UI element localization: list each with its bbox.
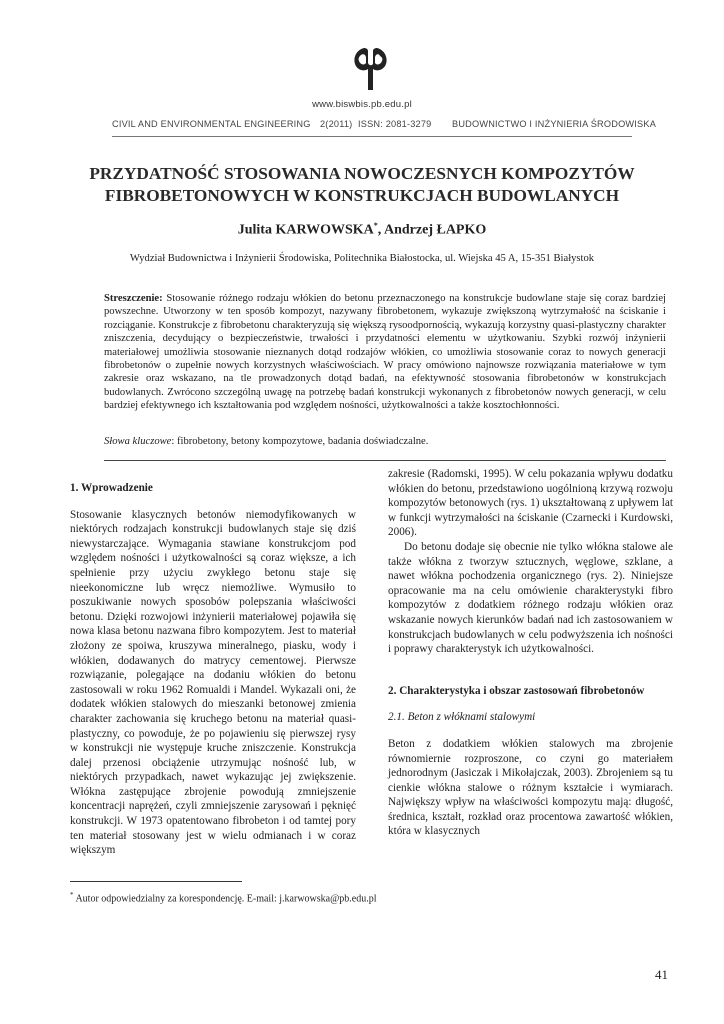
journal-url: www.biswbis.pb.edu.pl <box>312 99 412 110</box>
header-rule <box>112 136 632 137</box>
keywords-label: Słowa kluczowe <box>104 436 172 447</box>
paper-title <box>80 163 644 207</box>
right-column <box>388 467 673 839</box>
author-1: Julita KARWOWSKA <box>237 222 374 238</box>
affiliation: Wydział Budownictwa i Inżynierii Środowiska, Politechnika Białostocka, ul. Wiejska 45 A, 15-351 Białystok <box>129 253 595 264</box>
footnote-mark: * <box>70 891 74 899</box>
title-line-2: FIBROBETONOWYCH W KONSTRUKCJACH BUDOWLANYCH <box>104 186 620 205</box>
section-heading-1: 1. Wprowadzenie <box>70 482 153 494</box>
body-paragraph-1: zakresie (Radomski, 1995). W celu pokazania wpływu dodatku włókien do betonu, przedstawiono uogólnioną krzywą rozwoju kompozytów betonowych (rys. 1) ukształtowaną z upływem lat w funkcji wytrzymałości na ściskanie (Czarnecki i Kurdowski, 2006). <box>388 468 673 539</box>
corresponding-mark: * <box>373 221 378 230</box>
footnote-text: Autor odpowiedzialny za korespondencję. E-mail: j.karwowska@pb.edu.pl <box>73 893 377 905</box>
body-paragraph-3: Beton z dodatkiem włókien stalowych ma zbrojenie równomiernie rozproszone, co czyni go materiałem jednorodnym (Jasiczak i Mikołajczak, 2003). Zbrojeniem są tu cienkie włókna stalowe o różnym kształcie i wymiarach. Największy wpływ na właściwości kompozytu mają: długość, średnica, kształt, rozkład oraz procentowa zawartość włókien, która w klasycznych <box>388 737 673 838</box>
abstract <box>104 292 666 413</box>
keywords <box>104 436 666 447</box>
abstract-text: Stosowanie różnego rodzaju włókien do betonu przeznaczonego na konstrukcje budowlane staje się coraz bardziej powszechne. Utworzony w ten sposób kompozyt, nazywany fibrobetonem, wykazuje zwiększoną wytrzymałość na ściskanie i rozciąganie. Konstrukcje z fibrobetonu charakteryzują się większą rysoodpornością, wykazują korzystny quasi-plastyczny charakter zniszczenia, decydujący o bezpieczeństwie, trwałości i przydatności elementu w użytkowaniu. Szybki rozwój inżynierii materiałowej umożliwia stosowanie nieznanych dotąd rodzajów włókien, co umożliwia stosowanie coraz to nowych generacji fibrobetonów o zupełnie nowych korzystnych właściwościach. W pracy omówiono najnowsze rozwiązania materiałowe w tym zakresie oraz wskazano, na tle prowadzonych dotąd badań, na efektywność stosowania fibrobetonów w konstrukcjach budowlanych. Zwrócono szczególną uwagę na potrzebę badań konstrukcji wykonanych z fibrobetonów nowych generacji, w celu bardziej efektywnego ich kształtowania pod względem nośności, użytkowalności a także kosztochłonności. <box>104 293 666 412</box>
journal-issue: 2(2011) <box>320 119 353 129</box>
title-line-1: PRZYDATNOŚĆ STOSOWANIA NOWOCZESNYCH KOMPOZYTÓW <box>89 164 635 183</box>
journal-issn: ISSN: 2081-3279 <box>358 119 432 129</box>
subsection-heading: 2.1. Beton z włóknami stalowymi <box>388 711 536 724</box>
page-number: 41 <box>655 967 668 982</box>
section-heading-2: 2. Charakterystyka i obszar zastosowań fibrobetonów <box>388 684 645 697</box>
author-2: Andrzej ŁAPKO <box>384 222 487 238</box>
journal-header-bar <box>112 119 657 133</box>
journal-name-pl: BUDOWNICTWO I INŻYNIERIA ŚRODOWISKA <box>452 119 657 129</box>
university-logo <box>342 44 402 96</box>
author-list <box>0 221 724 239</box>
abstract-label: Streszczenie: <box>104 293 163 304</box>
intro-paragraph: Stosowanie klasycznych betonów niemodyfikowanych w niektórych rodzajach konstrukcji budowlanych staje się dziś niewystarczające. Wymagania stawiane konstrukcjom pod względem nośności i użytkowalności są coraz większe, a ich spełnienie przy użyciu zwykłego betonu staje się nieekonomiczne lub wręcz niemożliwe. Wymusiło to poszukiwanie nowych sposobów polepszania właściwości betonu. Dzięki rozwojowi inżynierii materiałowej pojawiła się nowa klasa betonu nazwana fibro kompozytem. Jest to materiał złożony ze spoiwa, kruszywa mineralnego, piasku, wody i włókien, dodawanych do matrycy cementowej. Pierwsze rozwiązanie, polegające na dodaniu włókien do betonu zastosowali w roku 1962 Romualdi i Mandel. Wykazali oni, że dodatek włókien stalowych do mieszanki betonowej zmienia charakter zachowania się kruchego betonu na materiał quasi-plastyczny, co powoduje, że po pojawieniu się pierwszej rysy w konstrukcji nie występuje kruche zniszczenie. Konstrukcja dalej przenosi obciążenie utrzymując nośność lub, w niektórych przypadkach, nawet wykazując jej zwiększenie. Włókna zastępujące zbrojenie powodują zmniejszenie koncentracji naprężeń, czyli zmniejszenie zarysowań i pęknięć konstrukcji. W 1973 opatentowano fibrobeton i od tamtej pory ten materiał stosowany jest w wielu odmianach i w coraz większym <box>70 508 356 857</box>
keywords-text: : fibrobetony, betony kompozytowe, badania doświadczalne. <box>171 436 429 447</box>
footnote <box>70 891 377 904</box>
left-column <box>70 481 356 858</box>
abstract-divider <box>104 460 666 461</box>
footnote-rule <box>70 881 242 882</box>
body-paragraph-2: Do betonu dodaje się obecnie nie tylko włókna stalowe ale także włókna z tworzyw sztucznych, węglowe, szklane, a nawet włókna pochodzenia organicznego (rys. 2). Niniejsze opracowanie ma na celu omówienie charakterystyki fibro kompozytów z dodatkiem różnego rodzaju włókien oraz wskazanie nowych kierunków badań nad ich zastosowaniem w konstrukcjach budowlanych w celu podwyższenia ich nośności i poprawy charakterystyk ich użytkowalności. <box>388 540 673 656</box>
author-separator: , <box>377 222 384 238</box>
journal-name-en: CIVIL AND ENVIRONMENTAL ENGINEERING <box>112 119 311 129</box>
